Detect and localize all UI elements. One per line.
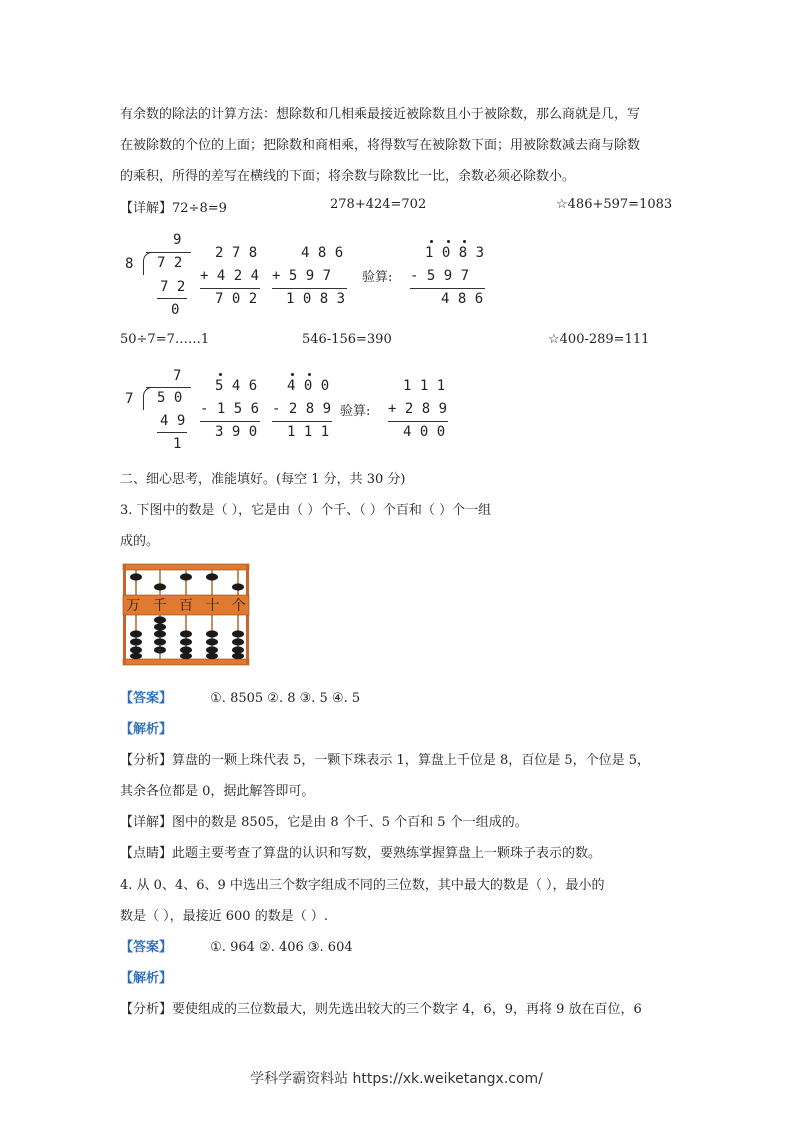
division-bracket (143, 387, 152, 410)
equation: 546-156=390 (302, 332, 392, 347)
fenxi-row (120, 749, 650, 768)
addend-top: 1 1 1 (403, 378, 446, 394)
abacus-image (120, 563, 252, 667)
minuend: 4 0 0 (287, 378, 330, 394)
fenxi-text-2: 其余各位都是 0，据此解答即可。 (120, 784, 315, 799)
dianjing-text: 此题主要考查了算盘的认识和写数，要熟练掌握算盘上一颗珠子表示的数。 (172, 846, 602, 861)
division-line (157, 298, 187, 299)
addend-bottom: + 5 9 7 (272, 268, 332, 284)
answer-text: ①. 8505 ②. 8 ③. 5 ④. 5 (210, 691, 361, 706)
division-bar (146, 387, 191, 388)
divisor: 7 (125, 391, 134, 407)
intro-line-2: 在被除数的个位的上面；把除数和商相乘，将得数写在被除数下面；用被除数减去商与除数 (120, 138, 641, 153)
equation: 278+424=702 (330, 197, 427, 212)
detail-label: 【详解】 (120, 815, 173, 830)
product: 4 9 (160, 413, 186, 429)
verify-label: 验算: (362, 270, 393, 285)
question-3-line-1: 3. 下图中的数是（ ），它是由（ ）个千、（ ）个百和（ ）个一组 (120, 503, 492, 518)
intro-line-3: 的乘积，所得的差写在横线的下面；将余数与除数比一比，余数必须必除数小。 (120, 169, 576, 184)
borrow-dot (430, 240, 433, 243)
detail-label: 【详解】 (120, 201, 173, 216)
fenxi-label: 【分析】 (120, 1002, 173, 1017)
analysis-label: 【解析】 (120, 722, 173, 737)
answer-row (120, 936, 353, 955)
quotient: 9 (173, 232, 182, 248)
detail-row (120, 811, 528, 830)
divisor: 8 (125, 256, 134, 272)
minuend: 1 0 8 3 (425, 245, 485, 261)
place-label-qian: 千 (152, 598, 167, 614)
verify-label: 验算: (340, 404, 371, 419)
difference-line (200, 421, 260, 422)
subtrahend: - 5 9 7 (410, 268, 470, 284)
sum: 7 0 2 (215, 291, 258, 307)
question-4-line-2: 数是（ ），最接近 600 的数是（ ）. (120, 909, 328, 924)
borrow-dot (308, 373, 311, 376)
borrow-dot (291, 373, 294, 376)
remainder: 0 (171, 302, 180, 318)
equation: 50÷7=7……1 (120, 332, 210, 347)
dianjing-label: 【点睛】 (120, 846, 173, 861)
fenxi-row (120, 998, 642, 1017)
subtrahend: - 1 5 6 (200, 401, 260, 417)
equation: ☆400-289=111 (548, 332, 650, 347)
remainder: 1 (173, 436, 182, 452)
place-label-ge: 个 (231, 598, 246, 614)
addend-bottom: + 2 8 9 (388, 401, 448, 417)
detail-text: 图中的数是 8505，它是由 8 个千、5 个百和 5 个一组成的。 (172, 815, 528, 830)
abacus-graphic (120, 563, 252, 667)
fenxi-label: 【分析】 (120, 753, 173, 768)
subtrahend: - 2 8 9 (272, 401, 332, 417)
sum-line (200, 288, 260, 289)
intro-line-1: 有余数的除法的计算方法：想除数和几相乘最接近被除数且小于被除数，那么商就是几，写 (120, 107, 641, 122)
fenxi-text: 要使组成的三位数最大，则先选出较大的三个数字 4，6，9，再将 9 放在百位，6 (172, 1002, 642, 1017)
question-3-line-2: 成的。 (120, 534, 160, 549)
difference: 4 8 6 (441, 291, 484, 307)
borrow-dot (463, 240, 466, 243)
fenxi-text: 算盘的一颗上珠代表 5，一颗下珠表示 1，算盘上千位是 8，百位是 5，个位是 5， (172, 753, 651, 768)
borrow-dot (447, 240, 450, 243)
addend-top: 4 8 6 (301, 245, 344, 261)
product: 7 2 (160, 279, 186, 295)
division-line (157, 432, 187, 433)
division-bracket (143, 252, 152, 275)
dividend: 5 0 (157, 390, 183, 406)
abacus-place-labels (120, 595, 252, 615)
section-heading: 二、细心思考，准能填好。(每空 1 分，共 30 分) (120, 472, 406, 487)
analysis-label: 【解析】 (120, 971, 173, 986)
difference-line (272, 421, 332, 422)
answer-text: ①. 964 ②. 406 ③. 604 (210, 940, 353, 955)
dianjing-row (120, 842, 601, 861)
answer-label: 【答案】 (120, 691, 173, 706)
quotient: 7 (173, 368, 182, 384)
addend-top: 2 7 8 (215, 245, 258, 261)
equation: 72÷8=9 (172, 201, 227, 216)
sum-line (272, 288, 347, 289)
dividend: 7 2 (157, 255, 183, 271)
difference: 3 9 0 (215, 424, 258, 440)
detail1-row (120, 197, 227, 216)
borrow-dot (219, 373, 222, 376)
difference-line (410, 288, 485, 289)
difference: 1 1 1 (287, 424, 330, 440)
division-bar (146, 252, 191, 253)
place-label-shi: 十 (205, 598, 220, 614)
place-label-wan: 万 (126, 598, 141, 614)
addend-bottom: + 4 2 4 (200, 268, 260, 284)
answer-label: 【答案】 (120, 940, 173, 955)
question-4-line-1: 4. 从 0、4、6、9 中选出三个数字组成不同的三位数，其中最大的数是（ ），最小的 (120, 878, 605, 893)
sum: 1 0 8 3 (286, 291, 346, 307)
minuend: 5 4 6 (215, 378, 258, 394)
equation: ☆486+597=1083 (556, 197, 673, 212)
place-label-bai: 百 (178, 598, 193, 614)
footer-watermark: 学科学霸资料站 https://xk.weiketangx.com/ (250, 1071, 543, 1087)
answer-row (120, 687, 360, 706)
sum-line (388, 421, 448, 422)
sum: 4 0 0 (403, 424, 446, 440)
